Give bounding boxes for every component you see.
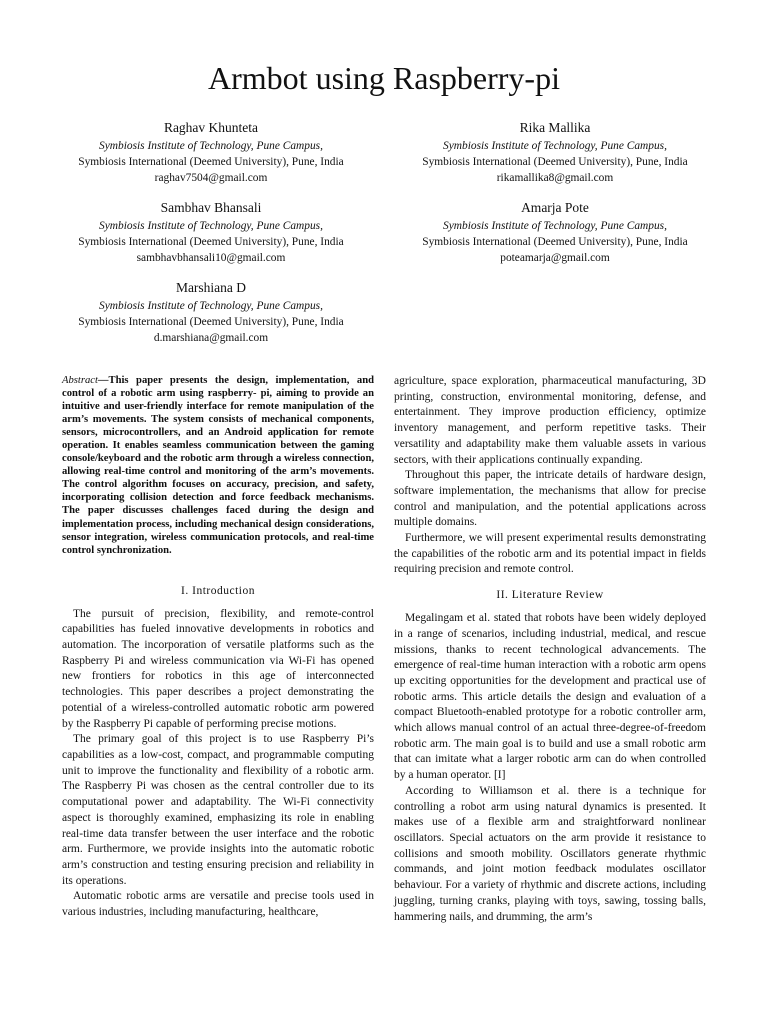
continued-paragraph-3: Furthermore, we will present experimental results demonstrating the capabilities of the robotic arm and its potential impact in fields requiring precision and remote control. [394, 532, 706, 576]
author-name: Amarja Pote [521, 200, 589, 215]
author-affiliation: Symbiosis International (Deemed University), Pune, India [78, 236, 344, 248]
continued-paragraph-1: agriculture, space exploration, pharmaceutical manufacturing, 3D printing, construction, environmental monitoring, defense, and entertainment. They improve production efficiency, optimize inventory management, and perform repetitive tasks. Their versatility and adaptability make them valuable assets in various sectors, with their applications continually expanding. [394, 375, 706, 466]
author-affiliation: Symbiosis International (Deemed University), Pune, India [78, 156, 344, 168]
author-email: poteamarja@gmail.com [500, 252, 610, 264]
author-email: d.marshiana@gmail.com [153, 332, 269, 344]
paper-title: Armbot using Raspberry-pi [208, 60, 560, 96]
author-name: Raghav Khunteta [163, 120, 259, 135]
author-institute: Symbiosis Institute of Technology, Pune Campus, [443, 140, 667, 152]
right-column [394, 374, 706, 925]
author-affiliation: Symbiosis International (Deemed University), Pune, India [422, 156, 688, 168]
section-heading-introduction: I. Introduction [181, 584, 255, 597]
author-affiliation: Symbiosis International (Deemed University), Pune, India [78, 316, 344, 328]
author-block-4 [385, 199, 725, 266]
author-institute: Symbiosis Institute of Technology, Pune Campus, [99, 140, 323, 152]
abstract-label: Abstract [62, 375, 98, 386]
author-email: raghav7504@gmail.com [154, 172, 268, 184]
left-column [62, 374, 374, 921]
intro-paragraph-3: Automatic robotic arms are versatile and precise tools used in various industries, including manufacturing, healthcare, [62, 890, 374, 919]
author-institute: Symbiosis Institute of Technology, Pune Campus, [99, 300, 323, 312]
continued-paragraph-2: Throughout this paper, the intricate details of hardware design, software implementation, the mechanisms that allow for precise control and manipulation, and the potential applications across multiple domains. [394, 469, 706, 529]
author-name: Sambhav Bhansali [160, 200, 262, 215]
author-institute: Symbiosis Institute of Technology, Pune Campus, [443, 220, 667, 232]
author-block-1 [41, 119, 381, 186]
author-name: Marshiana D [175, 280, 247, 295]
author-block-5 [41, 279, 381, 346]
author-block-2 [385, 119, 725, 186]
abstract-text: —This paper presents the design, implementation, and control of a robotic arm using raspberry- pi, aiming to provide an intuitive and user-friendly interface for remote manipulation of the arm’s movements. The system consists of mechanical components, sensors, microcontrollers, and an Android application for remote operation. It enables seamless communication between the gaming console/keyboard and the robotic arm through a wireless connection, allowing real-time control and monitoring of the arm’s movements. The control algorithm focuses on accuracy, precision, and safety, incorporating collision detection and force feedback mechanisms. The paper discusses challenges faced during the design and implementation process, including mechanical design considerations, sensor integration, wireless communication protocols, and real-time control synchronization. [62, 375, 374, 556]
author-affiliation: Symbiosis International (Deemed University), Pune, India [422, 236, 688, 248]
literature-paragraph-1: Megalingam et al. stated that robots have been widely deployed in a range of scenarios, including industrial, medical, and rescue missions, thanks to recent technological advancements. The emergence of real-time human interaction with a robotic arm opens up exciting opportunities for the development and practical use of robotic arms. This article details the design and evaluation of a compact Bluetooth-enabled prototype for a robotic controller arm, which allows manual control of an actual three-degree-of-freedom robotic arm. The main goal is to build and use a small robotic arm that can imitate what a larger robotic arm can do when controlled by a human operator. [I] [394, 612, 706, 782]
intro-paragraph-2: The primary goal of this project is to use Raspberry Pi’s capabilities as a low-cost, compact, and programmable computing unit to improve the functionality and flexibility of a robotic arm. The Raspberry Pi was chosen as the central controller due to its computational power and adaptability. The Wi-Fi connectivity aspect is thoroughly examined, emphasizing its role in enabling real-time data transfer between the user interface and the robotic arm. Furthermore, we provide insights into the automatic robotic arm’s construction and testing ensuring precision and reliability in its operations. [62, 733, 374, 887]
section-heading-literature-review: II. Literature Review [496, 589, 604, 602]
author-block-3 [41, 199, 381, 266]
intro-paragraph-1: The pursuit of precision, flexibility, and remote-control capabilities has fueled innovative developments in robotics and automation. The incorporation of versatile platforms such as the Raspberry Pi and wireless communication via Wi-Fi has opened new frontiers for robotics in this age of interconnected technologies. This paper describes a project demonstrating the potential of a wireless-controlled automatic robotic arm powered by the Raspberry Pi capable of performing precise motions. [62, 607, 374, 730]
author-name: Rika Mallika [519, 120, 591, 135]
author-email: sambhavbhansali10@gmail.com [136, 252, 286, 264]
abstract [62, 374, 374, 557]
author-email: rikamallika8@gmail.com [496, 172, 614, 184]
author-institute: Symbiosis Institute of Technology, Pune Campus, [99, 220, 323, 232]
literature-paragraph-2: According to Williamson et al. there is a technique for controlling a robot arm using natural dynamics is presented. It makes use of a flexible arm and straightforward nonlinear oscillators. Special actuators on the arm provide it resistance to collisions and smooth mobility. Oscillators generate rhythmic commands, and joint motion feedback modulates oscillator behaviour. For a variety of rhythmic and discrete actions, including juggling, turning cranks, playing with toys, sawing, tossing balls, hammering nails, and drumming, the arm’s [394, 784, 706, 923]
